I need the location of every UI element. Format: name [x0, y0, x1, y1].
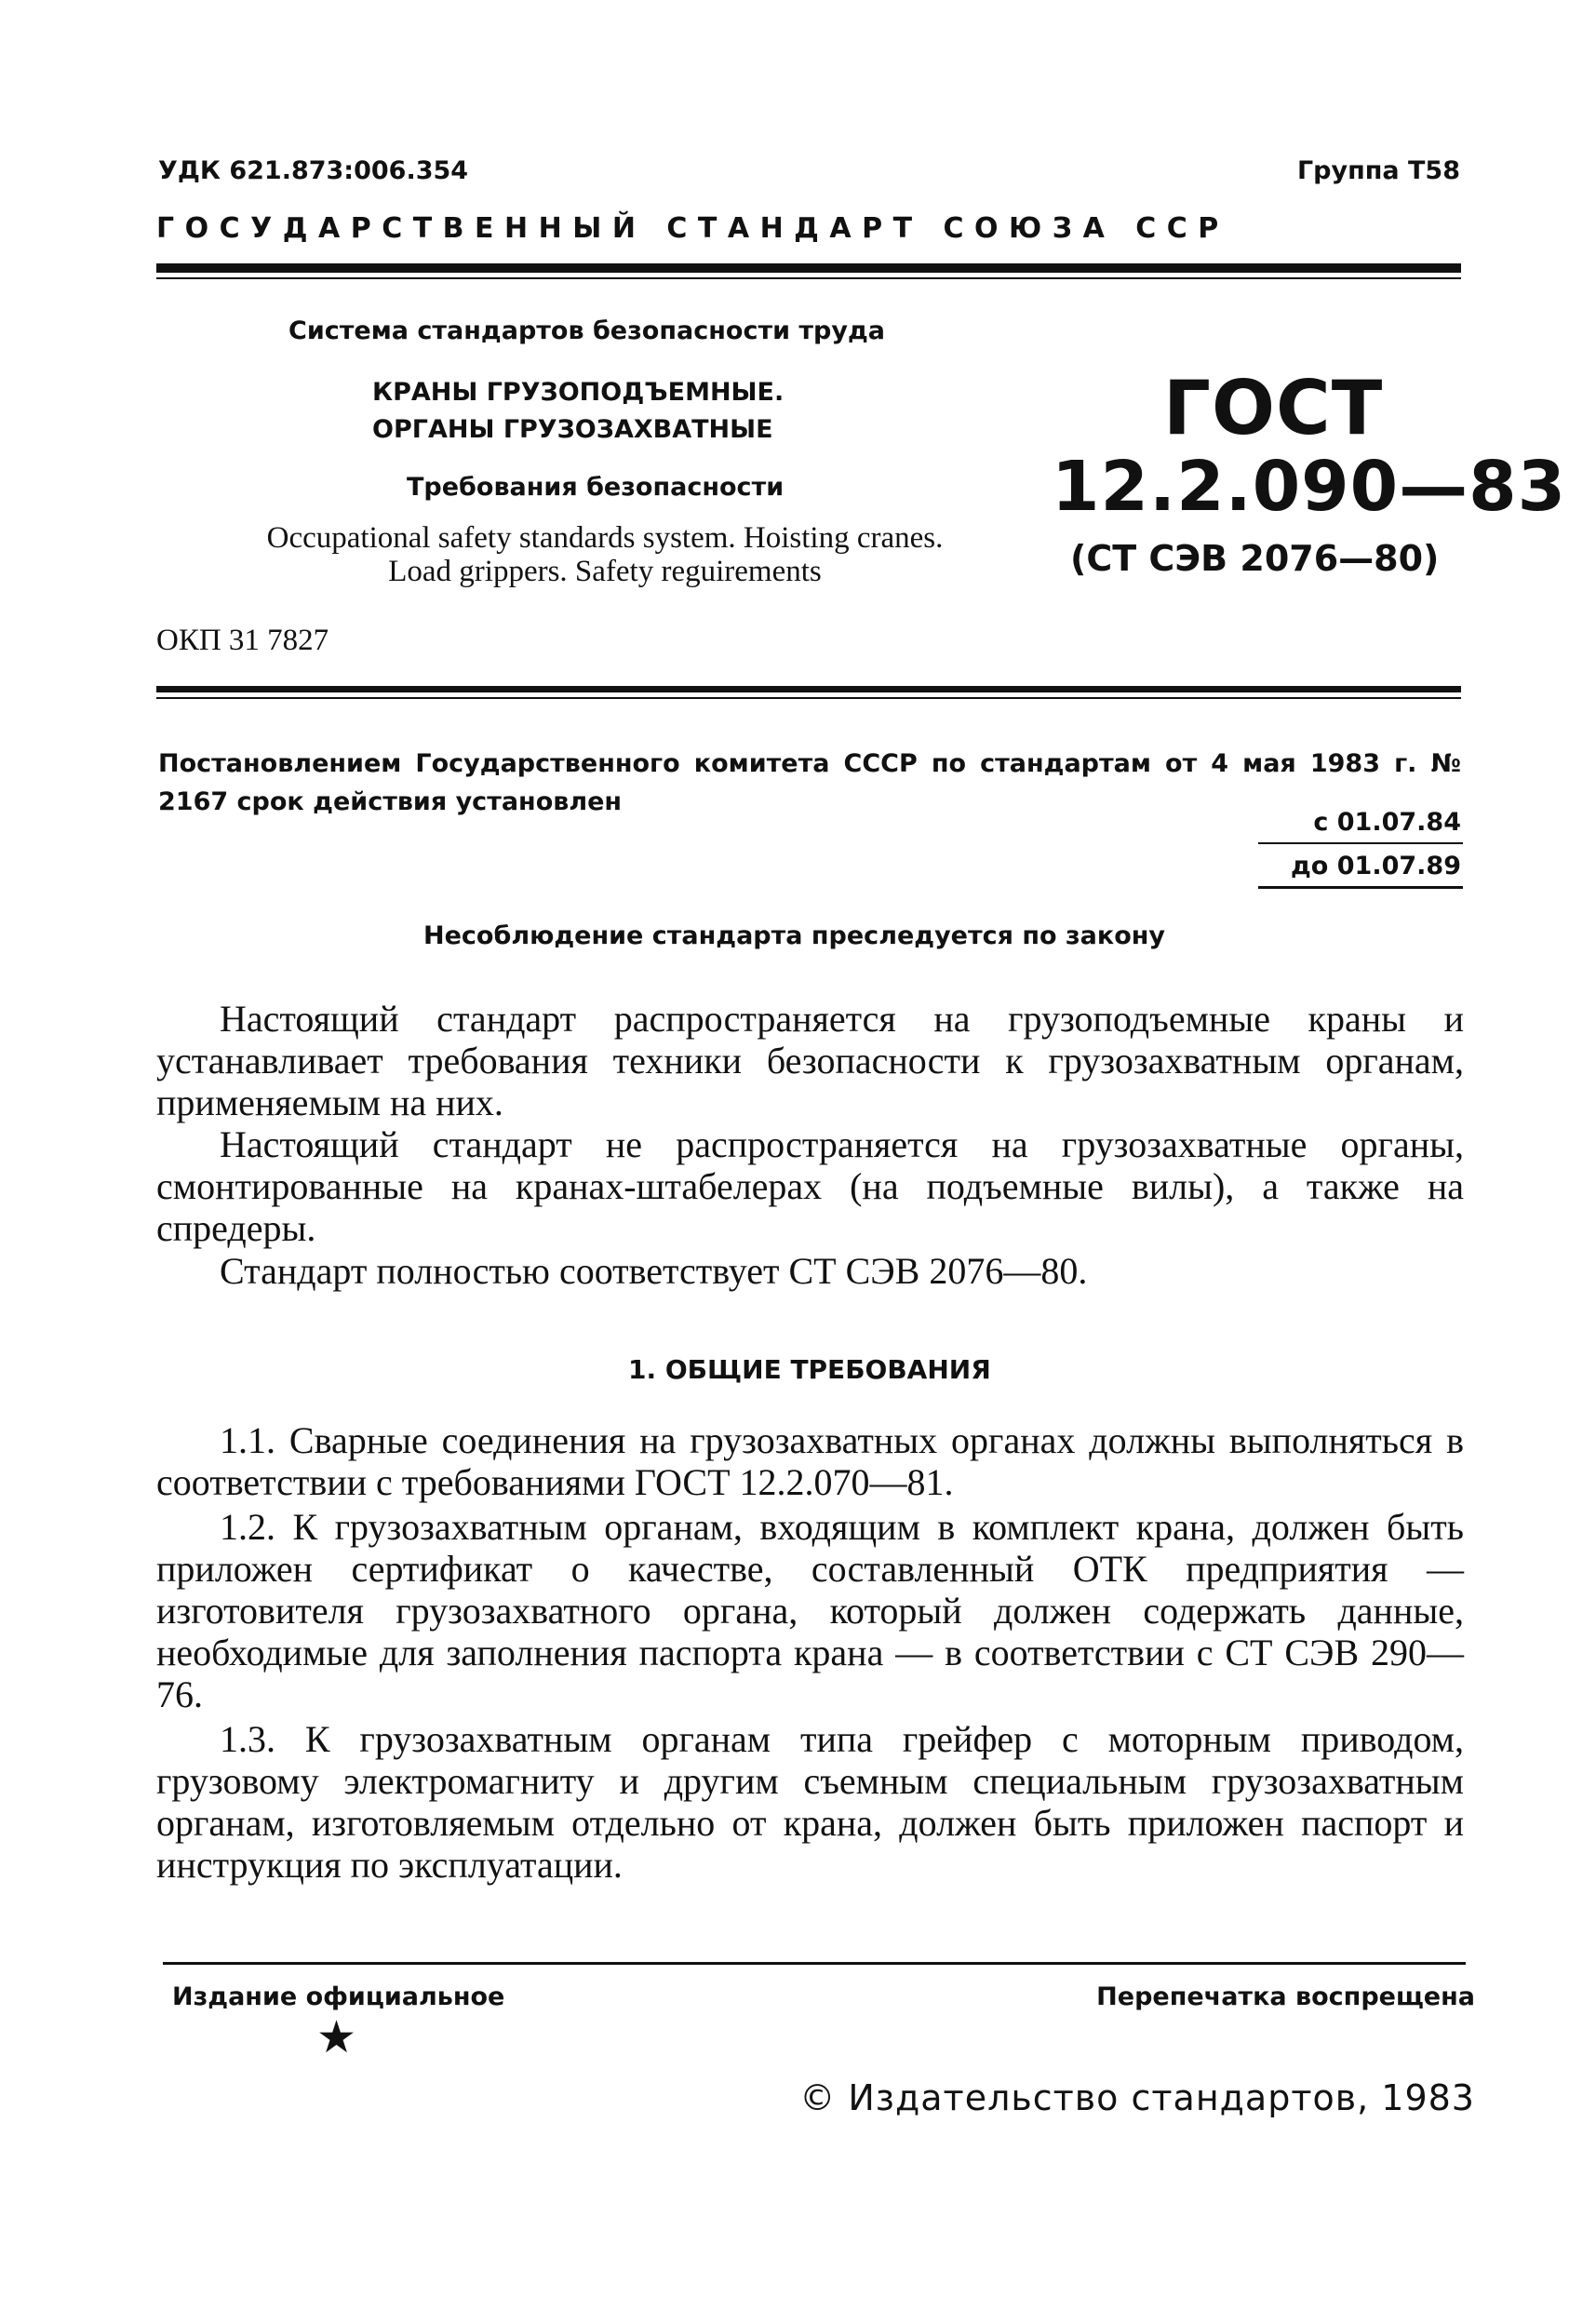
date-rule-2 — [1258, 886, 1463, 889]
st-sev-reference: (СТ СЭВ 2076—80) — [1070, 538, 1440, 579]
date-rule-1 — [1258, 842, 1463, 844]
title-line-1: КРАНЫ ГРУЗОПОДЪЕМНЫЕ. — [372, 378, 785, 407]
clause-1-3: 1.3. К грузозахватным органам типа грейфер с моторным приводом, грузовому электромагниту и другим съемным специальным грузозахватным органам, изготовляемым отдельно от крана, должен быть приложен паспорт и инструкция по эксплуатации. — [156, 1718, 1464, 1886]
clause-1-2: 1.2. К грузозахватным органам, входящим в комплект крана, должен быть приложен сертификат о качестве, составленный ОТК предприятия — изготовителя грузозахватного органа, который должен содержать данные, необходимые для заполнения паспорта крана — в соответствии с СТ СЭВ 290—76. — [156, 1506, 1464, 1715]
valid-to-date: до 01.07.89 — [1291, 852, 1461, 880]
decree-text: Постановлением Государственного комитета СССР по стандартам от 4 мая 1983 г. № 2167 срок действия установлен — [158, 749, 1461, 816]
clause-1-1: 1.1. Сварные соединения на грузозахватных органах должны выполняться в соответствии с требованиями ГОСТ 12.2.070—81. — [156, 1419, 1464, 1503]
scope-paragraph: Настоящий стандарт распространяется на грузоподъемные краны и устанавливает требования техники безопасности к грузозахватным органам, применяемым на них. — [156, 998, 1464, 1123]
title-rule-thin — [156, 697, 1461, 699]
requirements-subtitle: Требования безопасности — [407, 473, 785, 502]
compliance-paragraph: Стандарт полностью соответствует СТ СЭВ 2076—80. — [220, 1250, 1088, 1292]
english-title-line-2: Load grippers. Safety reguirements — [388, 555, 822, 588]
okp-code: ОКП 31 7827 — [156, 624, 329, 657]
reprint-prohibited-label: Перепечатка воспрещена — [1096, 1982, 1475, 2011]
gost-label: ГОСТ — [1163, 365, 1384, 451]
star-icon: ★ — [316, 2011, 357, 2063]
copyright-notice: © Издательство стандартов, 1983 — [799, 2077, 1475, 2118]
law-notice: Несоблюдение стандарта преследуется по закону — [423, 921, 1166, 950]
title-line-2: ОРГАНЫ ГРУЗОЗАХВАТНЫЕ — [372, 415, 773, 444]
state-standard-heading: ГОСУДАРСТВЕННЫЙ СТАНДАРТ СОЮЗА ССР — [156, 212, 1229, 245]
group-code: Группа Т58 — [1296, 156, 1460, 185]
footer-rule — [163, 1962, 1466, 1965]
header-rule-thick — [156, 263, 1461, 273]
udk-code: УДК 621.873:006.354 — [158, 156, 469, 185]
valid-from-date: с 01.07.84 — [1313, 808, 1461, 837]
header-rule-thin — [156, 277, 1461, 279]
title-rule-thick — [156, 686, 1461, 692]
official-edition-label: Издание официальное — [172, 1982, 505, 2011]
exclusion-paragraph: Настоящий стандарт не распространяется на грузозахватные органы, смонтированные на кранах-штабелерах (на подъемные вилы), а также на спредеры. — [156, 1123, 1464, 1249]
system-title: Система стандартов безопасности труда — [288, 316, 886, 345]
gost-number: 12.2.090—83 — [1052, 447, 1567, 527]
english-title — [172, 521, 1038, 588]
english-title-line-1: Occupational safety standards system. Hoisting cranes. — [266, 521, 944, 555]
document-title — [372, 374, 784, 449]
section-title: 1. ОБЩИЕ ТРЕБОВАНИЯ — [628, 1354, 991, 1385]
